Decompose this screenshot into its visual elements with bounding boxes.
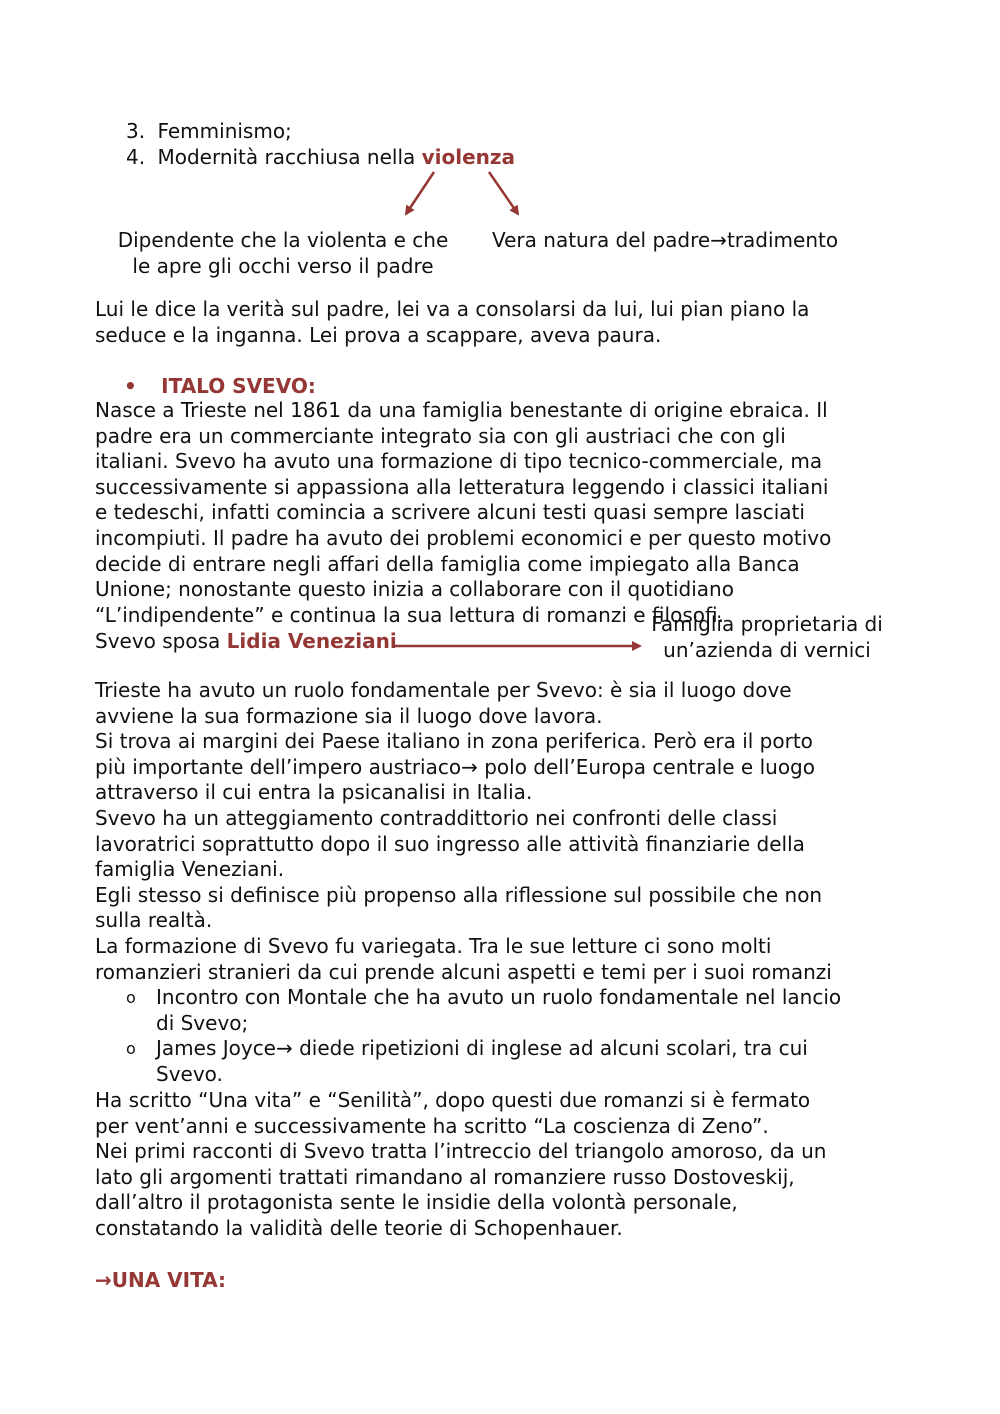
text-line: Trieste ha avuto un ruolo fondamentale per Svevo: è sia il luogo dove	[95, 678, 792, 702]
arrow-left	[406, 172, 434, 214]
text-line: Nasce a Trieste nel 1861 da una famiglia benestante di origine ebraica. Il	[95, 398, 828, 422]
circle-bullet-icon: o	[126, 988, 136, 1007]
text-line: “L’indipendente” e continua la sua lettura di romanzi e filosofi.	[95, 602, 724, 627]
bullet-icon: •	[124, 374, 137, 398]
text-line: Unione; nonostante questo inizia a collaborare con il quotidiano	[95, 577, 734, 602]
paragraph-trieste	[95, 678, 915, 985]
text-line: Si trova ai margini dei Paese italiano in zona periferica. Però era il porto	[95, 729, 813, 754]
sub-bullet-joyce	[126, 1036, 808, 1087]
marriage-prefix: Svevo sposa	[95, 629, 227, 653]
highlight-violenza: violenza	[421, 145, 516, 169]
text-line: seduce e la inganna. Lei prova a scappare, aveva paura.	[95, 322, 662, 347]
paragraph-1	[95, 297, 915, 348]
text-line: Svevo.	[156, 1061, 223, 1086]
list-number: 3.	[126, 119, 146, 143]
text-line: dall’altro il protagonista sente le insidie della volontà personale,	[95, 1190, 738, 1215]
branch-right-b: tradimento	[726, 228, 839, 252]
text-line: famiglia Veneziani.	[95, 857, 285, 882]
branch-right-text	[492, 227, 838, 253]
branch-right-a: Vera natura del padre	[492, 228, 711, 252]
section-heading-italo-svevo	[124, 373, 316, 399]
text-line: più importante dell’impero austriaco→ polo dell’Europa centrale e luogo	[95, 754, 815, 779]
text-line: Nei primi racconti di Svevo tratta l’intreccio del triangolo amoroso, da un	[95, 1139, 827, 1164]
section-heading-una-vita	[95, 1267, 226, 1293]
text-line: di Svevo;	[156, 1010, 249, 1035]
text-line: incompiuti. Il padre ha avuto dei problemi economici e per questo motivo	[95, 525, 832, 550]
paragraph-biography	[95, 398, 915, 628]
text-line: romanzieri stranieri da cui prende alcuni aspetti e temi per i suoi romanzi	[95, 959, 832, 984]
arrow-glyph: →	[710, 228, 727, 252]
text-line: decide di entrare negli affari della famiglia come impiegato alla Banca	[95, 551, 800, 576]
note-line: un’azienda di vernici	[663, 638, 871, 662]
text-line: lato gli argomenti trattati rimandano al romanziere russo Dostoveskij,	[95, 1164, 795, 1189]
text-line: James Joyce→ diede ripetizioni di inglese ad alcuni scolari, tra cui	[156, 1036, 808, 1060]
arrow-right-icon: →	[95, 1268, 112, 1292]
list-number: 4.	[126, 145, 146, 169]
sub-bullet-montale	[126, 985, 841, 1036]
text-line: attraverso il cui entra la psicanalisi in Italia.	[95, 780, 533, 805]
text-line: avviene la sua formazione sia il luogo dove lavora.	[95, 703, 603, 728]
list-text: Femminismo;	[157, 119, 292, 143]
arrow-right	[489, 172, 518, 214]
text-line: constatando la validità delle teorie di Schopenhauer.	[95, 1215, 623, 1240]
branch-left-line: le apre gli occhi verso il padre	[132, 254, 434, 278]
text-line: padre era un commerciante integrato sia con gli austriaci che con gli	[95, 423, 786, 448]
text-line: sulla realtà.	[95, 908, 213, 933]
text-line: italiani. Svevo ha avuto una formazione di tipo tecnico-commerciale, ma	[95, 449, 823, 474]
text-line: Svevo ha un atteggiamento contraddittorio nei confronti delle classi	[95, 805, 778, 830]
text-line: Lui le dice la verità sul padre, lei va a consolarsi da lui, lui pian piano la	[95, 297, 810, 321]
highlight-lidia-veneziani: Lidia Veneziani	[226, 629, 397, 653]
text-line: lavoratrici soprattutto dopo il suo ingresso alle attività finanziarie della	[95, 831, 805, 856]
list-text: Modernità racchiusa nella	[157, 145, 422, 169]
marriage-line	[95, 628, 397, 654]
paragraph-works	[95, 1088, 915, 1242]
branch-left-line: Dipendente che la violenta e che	[117, 228, 449, 252]
section-title: UNA VITA:	[111, 1268, 227, 1292]
text-line: successivamente si appassiona alla letteratura leggendo i classici italiani	[95, 474, 829, 499]
marriage-note	[638, 611, 896, 663]
circle-bullet-icon: o	[126, 1039, 136, 1058]
text-line: Ha scritto “Una vita” e “Senilità”, dopo questi due romanzi si è fermato	[95, 1088, 811, 1112]
text-line: Egli stesso si definisce più propenso alla riflessione sul possibile che non	[95, 882, 823, 907]
text-line: e tedeschi, infatti comincia a scrivere alcuni testi quasi sempre lasciati	[95, 500, 805, 525]
text-line: Incontro con Montale che ha avuto un ruolo fondamentale nel lancio	[156, 985, 842, 1009]
text-line: La formazione di Svevo fu variegata. Tra le sue letture ci sono molti	[95, 933, 772, 958]
note-line: Famiglia proprietaria di	[651, 612, 883, 636]
text-line: per vent’anni e successivamente ha scritto “La coscienza di Zeno”.	[95, 1113, 769, 1138]
branch-left-text	[100, 227, 466, 279]
section-title: ITALO SVEVO:	[161, 374, 316, 398]
